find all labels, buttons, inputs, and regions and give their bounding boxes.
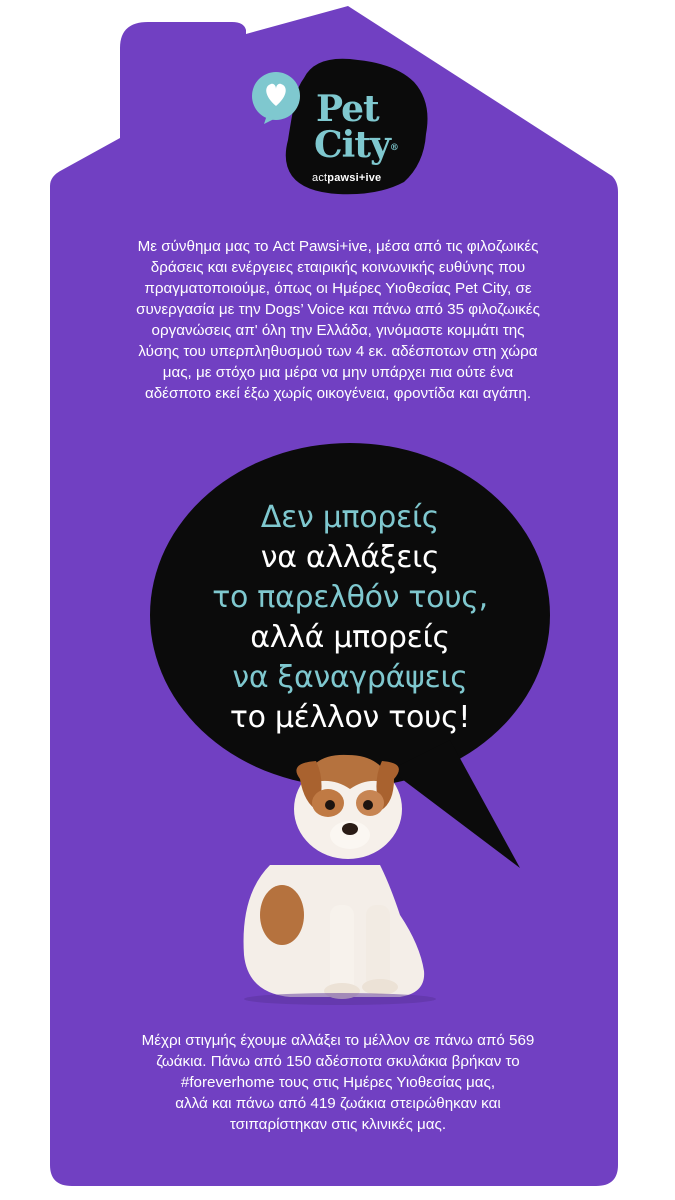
intro-line: αδέσποτο εκεί έξω χωρίς οικογένεια, φροντίδα και αγάπη.	[144, 385, 532, 402]
intro-line: Με σύνθημα μας το Act Pawsi+ive, μέσα από τις φιλοζωικές	[137, 238, 539, 255]
stats-line: αλλά και πάνω από 419 ζωάκια στειρώθηκαν και	[175, 1095, 501, 1112]
intro-line: δράσεις και ενέργειες εταιρικής κοινωνικής ευθύνης που	[150, 259, 526, 276]
quote-line: να ξαναγράψεις	[232, 660, 468, 695]
stats-line: τσιπαρίστηκαν στις κλινικές μας.	[229, 1116, 447, 1133]
quote-line: το μέλλον τους!	[229, 700, 471, 735]
intro-paragraph	[76, 236, 600, 404]
intro-line: συνεργασία με την Dogs’ Voice και πάνω από 35 φιλοζωικές	[136, 301, 540, 318]
quote-text	[160, 498, 540, 738]
intro-line: οργανώσεις απ' όλη την Ελλάδα, γινόμαστε κομμάτι της	[151, 322, 525, 339]
stats-line: ζωάκια. Πάνω από 150 αδέσποτα σκυλάκια βρήκαν το	[156, 1053, 520, 1070]
logo-word-pet: Pet	[316, 88, 379, 130]
quote-line: Δεν μπορείς	[260, 500, 440, 535]
stats-line: Μέχρι στιγμής έχουμε αλλάξει το μέλλον σε πάνω από 569	[141, 1032, 535, 1049]
pet-city-logo[interactable]	[246, 48, 436, 198]
quote-line: να αλλάξεις	[260, 540, 440, 575]
intro-line: πραγματοποιούμε, όπως οι Ημέρες Υιοθεσίας Pet City, σε	[144, 280, 532, 297]
quote-line: το παρελθόν τους,	[212, 580, 488, 615]
stats-paragraph	[70, 1030, 606, 1135]
quote-line: αλλά μπορείς	[250, 620, 450, 655]
logo-tagline: actpawsi+ive	[312, 172, 382, 184]
puppy-image	[230, 745, 450, 1005]
intro-line: λύσης του υπερπληθυσμού των 4 εκ. αδέσποτων στη χώρα	[138, 343, 538, 360]
logo-word-city: City®	[314, 124, 398, 166]
stats-line: #foreverhome τους στις Ημέρες Υιοθεσίας μας,	[180, 1074, 496, 1091]
registered-mark: ®	[389, 143, 398, 153]
intro-line: μας, με στόχο μια μέρα να μην υπάρχει πια ούτε ένα	[162, 364, 514, 381]
